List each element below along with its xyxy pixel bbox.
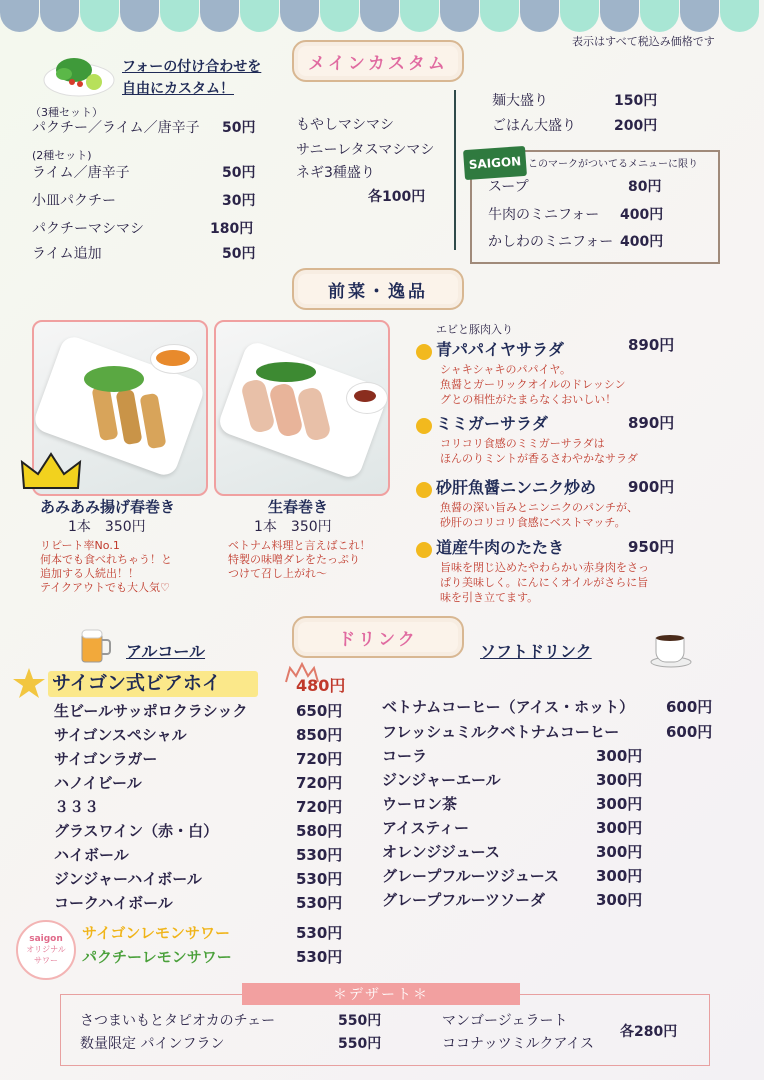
alcohol-name: コークハイボール: [54, 894, 173, 912]
alcohol-name: 生ビールサッポロクラシック: [54, 702, 248, 720]
alcohol-price: 530円: [296, 846, 343, 864]
dessert-title: ＊デザート＊: [242, 983, 520, 1005]
soft-drink-price: 300円: [596, 795, 643, 813]
dish-name: 砂肝魚醤ニンニク炒め: [436, 478, 597, 497]
alcohol-price: 720円: [296, 750, 343, 768]
soft-drink-name: オレンジジュース: [382, 843, 500, 861]
alcohol-name: サイゴンラガー: [54, 750, 158, 768]
saigon-logo: SAIGON: [463, 146, 527, 180]
large-item-name: 麺大盛り: [492, 93, 548, 109]
alcohol-price: 720円: [296, 774, 343, 792]
fried-spring-roll-price: 1本 350円: [68, 519, 146, 535]
set3-price: 50円: [222, 120, 256, 136]
alcohol-name: ハイボール: [54, 846, 129, 864]
custom-item-price: 50円: [222, 246, 256, 262]
bullet-dot: [416, 418, 432, 434]
saigon-item-price: 80円: [628, 179, 662, 195]
main-custom-intro-1: フォーの付け合わせを: [122, 59, 262, 75]
soft-drink-price: 300円: [596, 867, 643, 885]
dish-price: 950円: [628, 538, 675, 556]
alcohol-name: サイゴンスペシャル: [54, 726, 187, 744]
custom-item-name: ライム追加: [32, 246, 102, 262]
alcohol-price: 850円: [296, 726, 343, 744]
dessert-right-name: ココナッツミルクアイス: [442, 1036, 595, 1052]
saigon-item-name: 牛肉のミニフォー: [488, 207, 600, 223]
dish-price: 890円: [628, 336, 675, 354]
badge-line: サワー: [34, 956, 58, 965]
awning-border: [0, 0, 764, 32]
fried-spring-roll-name: あみあみ揚げ春巻き: [40, 498, 176, 516]
original-sour-price: 530円: [296, 924, 343, 942]
dessert-price: 550円: [338, 1036, 382, 1052]
large-item-price: 150円: [614, 93, 658, 109]
soft-drink-price: 300円: [596, 843, 643, 861]
divider: [454, 90, 456, 250]
soft-drink-name: アイスティー: [382, 819, 470, 837]
alcohol-price: 530円: [296, 894, 343, 912]
soft-drink-price: 300円: [596, 819, 643, 837]
dish-desc: 魚醤とガーリックオイルのドレッシン: [440, 378, 626, 391]
saigon-item-price: 400円: [620, 207, 664, 223]
middle-price: 各100円: [368, 189, 426, 205]
soft-drink-price: 300円: [596, 747, 643, 765]
dessert-right-name: マンゴージェラート: [442, 1013, 568, 1029]
beer-mug-icon: [78, 626, 112, 666]
dish-desc: コリコリ食感のミミガーサラダは: [440, 437, 605, 450]
dish-price: 890円: [628, 414, 675, 432]
original-sour-name: パクチーレモンサワー: [82, 948, 232, 966]
dessert-right-price: 各280円: [620, 1024, 678, 1040]
fried-spring-roll-desc: 追加する人続出！！: [40, 567, 139, 580]
set3-item: パクチー／ライム／唐辛子: [32, 120, 200, 136]
saigon-note: このマークがついてるメニューに限り: [528, 159, 698, 170]
soft-drink-name: フレッシュミルクベトナムコーヒー: [382, 723, 620, 741]
soft-drink-name: ウーロン茶: [382, 795, 458, 813]
set2-item: ライム／唐辛子: [32, 165, 130, 181]
original-sour-name: サイゴンレモンサワー: [82, 924, 230, 942]
dish-desc: グとの相性がたまらなくおいしい！: [440, 393, 617, 406]
custom-item-price: 30円: [222, 193, 256, 209]
soft-drink-title: ソフトドリンク: [480, 642, 592, 661]
bullet-dot: [416, 344, 432, 360]
set3-label: （3種セット）: [30, 106, 103, 119]
dish-desc: ほんのりミントが香るさわやかなサラダ: [440, 452, 638, 465]
badge-line: オリジナル: [26, 945, 66, 954]
alcohol-price: 580円: [296, 822, 343, 840]
dish-pre: エビと豚肉入り: [436, 323, 513, 336]
dish-desc: ぱり美味しく。にんにくオイルがさらに旨: [440, 576, 649, 589]
custom-item-name: 小皿パクチー: [32, 193, 116, 209]
saigon-item-name: スープ: [488, 179, 529, 195]
main-custom-title: メインカスタム: [292, 40, 464, 82]
tax-note: 表示はすべて税込み価格です: [572, 35, 715, 48]
fried-spring-roll-desc: リピート率No.1: [40, 539, 120, 552]
custom-item-name: パクチーマシマシ: [32, 221, 144, 237]
dish-name: 青パパイヤサラダ: [436, 340, 564, 359]
middle-item: サニーレタスマシマシ: [296, 142, 435, 158]
alcohol-title: アルコール: [126, 642, 206, 661]
fresh-spring-roll-price: 1本 350円: [254, 519, 332, 535]
soft-drink-price: 600円: [666, 723, 713, 741]
dessert-price: 550円: [338, 1013, 382, 1029]
set2-label: (2種セット): [32, 149, 92, 162]
dish-desc: シャキシャキのパパイヤ。: [440, 363, 572, 376]
soft-drink-price: 300円: [596, 891, 643, 909]
soft-drink-name: グレープフルーツジュース: [382, 867, 560, 885]
fried-spring-roll-desc: テイクアウトでも大人気♡: [40, 581, 170, 594]
saigon-item-price: 400円: [620, 234, 664, 250]
dish-desc: 味を引き立てます。: [440, 591, 539, 604]
soft-drink-name: ジンジャーエール: [382, 771, 501, 789]
soft-drink-price: 600円: [666, 698, 713, 716]
alcohol-name: ジンジャーハイボール: [54, 870, 202, 888]
soft-drink-name: グレープフルーツソーダ: [382, 891, 546, 909]
bullet-dot: [416, 482, 432, 498]
fresh-spring-roll-name: 生春巻き: [268, 498, 329, 516]
large-item-name: ごはん大盛り: [492, 118, 576, 134]
crown-icon: [14, 448, 88, 494]
middle-item: もやしマシマシ: [296, 117, 394, 133]
dessert-name: 数量限定 パインフラン: [80, 1036, 225, 1052]
saigon-item-name: かしわのミニフォー: [488, 234, 614, 250]
dish-desc: 魚醤の深い旨みとニンニクのパンチが、: [440, 501, 638, 514]
dish-desc: 旨味を閉じ込めたやわらかい赤身肉をさっ: [440, 561, 649, 574]
fresh-spring-roll-photo: [214, 320, 390, 496]
alcohol-name: ３３３: [54, 798, 100, 816]
bullet-dot: [416, 542, 432, 558]
middle-item: ネギ3種盛り: [296, 165, 375, 181]
soft-drink-price: 300円: [596, 771, 643, 789]
dish-name: 道産牛肉のたたき: [436, 538, 565, 557]
soft-drink-name: ベトナムコーヒー（アイス・ホット）: [382, 698, 635, 716]
badge-line: saigon: [29, 934, 63, 944]
custom-item-price: 180円: [210, 221, 254, 237]
feature-drink-name: サイゴン式ビアホイ: [52, 672, 221, 694]
set2-price: 50円: [222, 165, 256, 181]
dish-desc: 砂肝のコリコリ食感にベストマッチ。: [440, 516, 626, 529]
dish-price: 900円: [628, 478, 675, 496]
dessert-name: さつまいもとタピオカのチェー: [80, 1013, 276, 1029]
alcohol-name: ハノイビール: [54, 774, 142, 792]
alcohol-price: 650円: [296, 702, 343, 720]
main-custom-intro-2: 自由にカスタム！: [122, 81, 234, 97]
herb-plate-image: [42, 46, 116, 98]
original-sour-price: 530円: [296, 948, 343, 966]
coffee-cup-icon: [648, 628, 694, 668]
fresh-spring-roll-desc: ベトナム料理と言えばこれ！: [228, 539, 371, 552]
soft-drink-name: コーラ: [382, 747, 428, 765]
large-item-price: 200円: [614, 118, 658, 134]
feature-drink-price: 480円: [296, 676, 346, 695]
fresh-spring-roll-desc: 特製の味噌ダレをたっぷり: [228, 553, 360, 566]
fresh-spring-roll-desc: つけて召し上がれ～: [228, 567, 327, 580]
fried-spring-roll-desc: 何本でも食べれちゃう！と: [40, 553, 172, 566]
alcohol-price: 720円: [296, 798, 343, 816]
drinks-title: ドリンク: [292, 616, 464, 658]
appetizers-title: 前菜・逸品: [292, 268, 464, 310]
dish-name: ミミガーサラダ: [436, 414, 548, 433]
alcohol-price: 530円: [296, 870, 343, 888]
alcohol-name: グラスワイン（赤・白）: [54, 822, 219, 840]
star-icon: [12, 666, 46, 700]
original-sour-badge: [16, 920, 76, 980]
